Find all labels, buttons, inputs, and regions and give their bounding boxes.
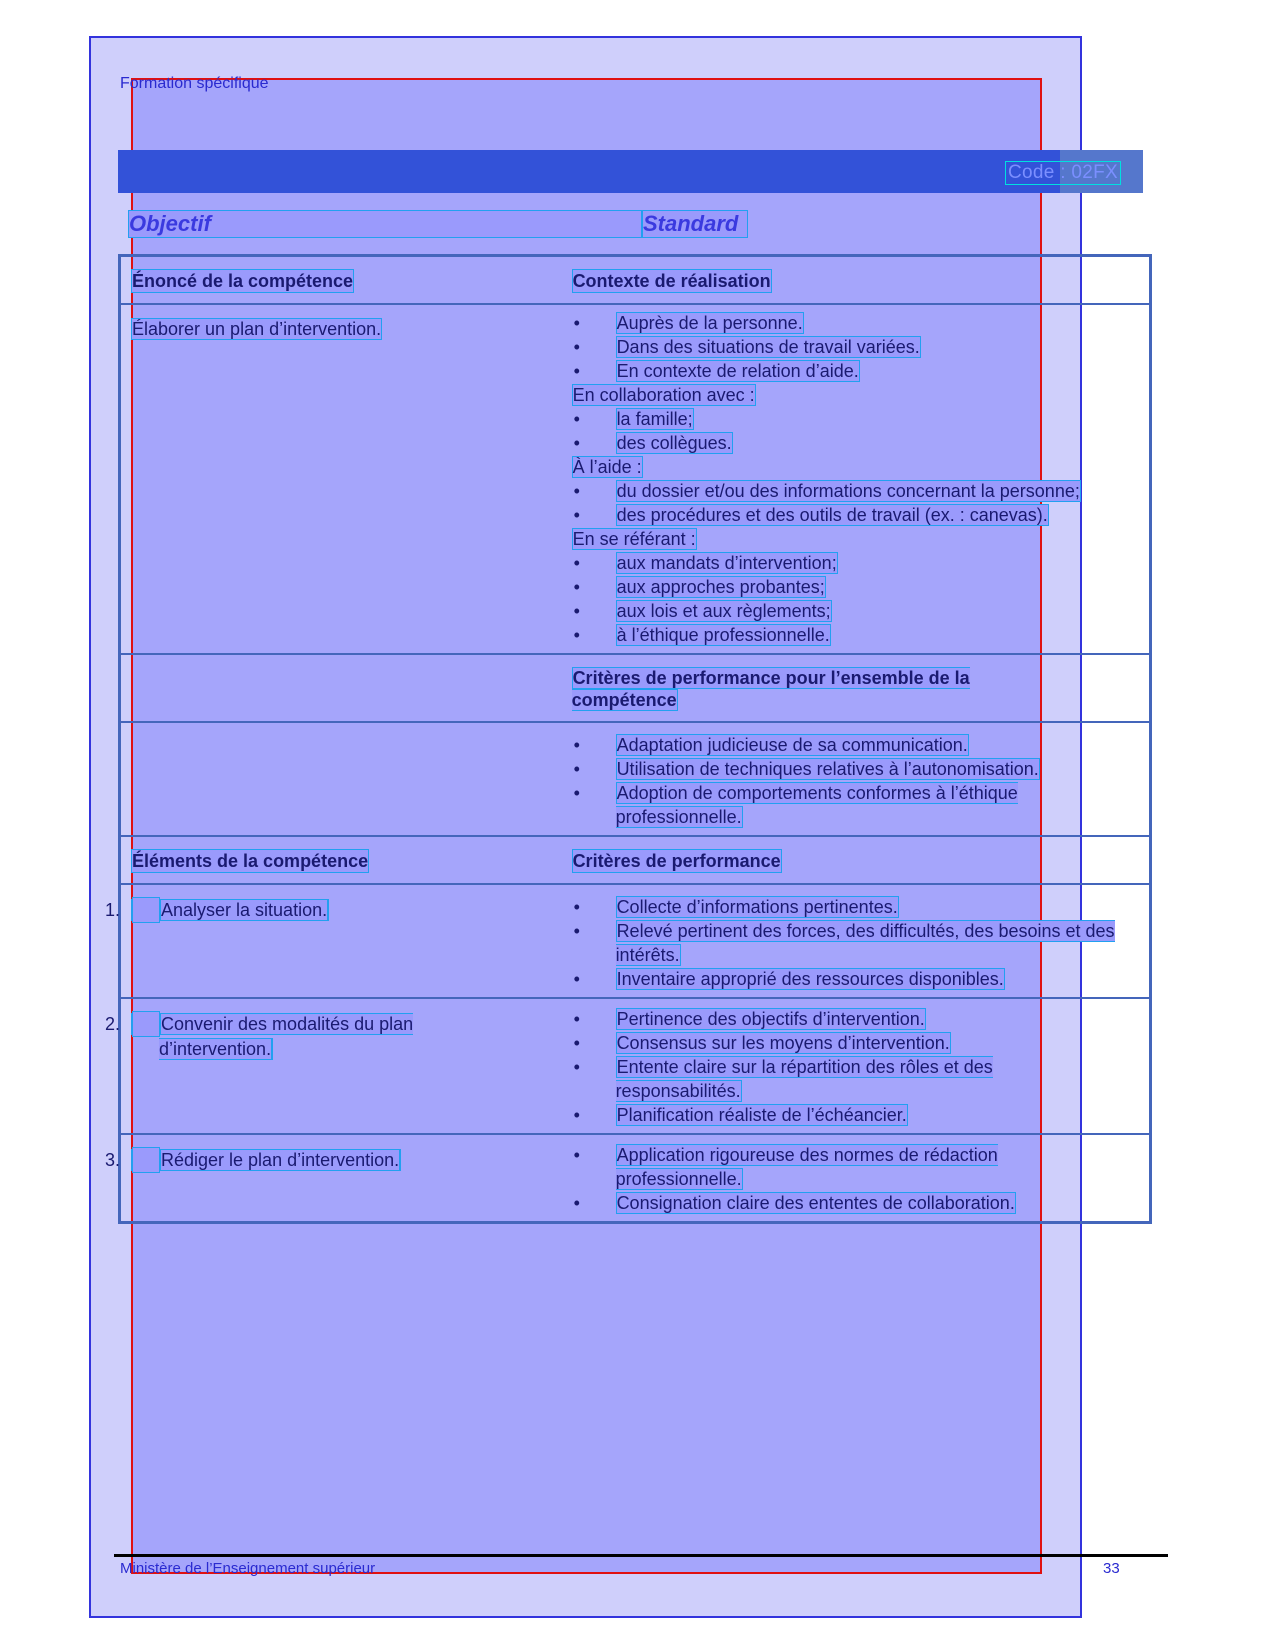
table-cell	[572, 998, 1151, 1134]
table-cell	[120, 836, 572, 884]
table-row	[120, 836, 1151, 884]
running-head: Formation spécifique	[120, 75, 269, 92]
element-label: 2. Convenir des modalités du plan d’intervention.	[131, 1013, 413, 1060]
contexte-list	[572, 305, 1149, 383]
criteres-list	[572, 1135, 1149, 1221]
table-cell	[572, 1134, 1151, 1223]
aide-intro: À l’aide :	[572, 457, 642, 477]
criteres-ensemble-list	[572, 723, 1149, 835]
page-number: 33	[1103, 1560, 1120, 1577]
elements-header: Éléments de la compétence	[132, 851, 369, 871]
table-row	[120, 1134, 1151, 1223]
table-cell	[572, 256, 1151, 305]
list-item: • Application rigoureuse des normes de rédaction professionnelle.	[572, 1143, 1079, 1191]
collab-intro: En collaboration avec :	[572, 385, 755, 405]
list-item: • Dans des situations de travail variées.	[572, 335, 1149, 359]
table-cell	[120, 722, 572, 836]
criteres-list	[572, 999, 1149, 1133]
table-row	[120, 304, 1151, 654]
title-band	[118, 150, 1143, 193]
list-item: • Collecte d’informations pertinentes.	[572, 895, 1129, 919]
list-item: • Planification réaliste de l’échéancier.	[572, 1103, 1079, 1127]
list-item: • du dossier et/ou des informations concernant la personne;	[572, 479, 1149, 503]
criteres-list	[572, 885, 1149, 997]
table-cell	[572, 722, 1151, 836]
table-cell	[572, 654, 1151, 722]
list-item: • Consensus sur les moyens d’intervention.	[572, 1031, 1079, 1055]
table-row	[120, 654, 1151, 722]
list-item: • des collègues.	[572, 431, 1149, 455]
list-item: • aux mandats d’intervention;	[572, 551, 1149, 575]
standard-heading: Standard	[642, 210, 748, 238]
column-headers	[128, 210, 1128, 238]
footer-ministry: Ministère de l’Enseignement supérieur	[120, 1560, 376, 1577]
collab-list	[572, 407, 1149, 455]
code-label: Code : 02FX	[1005, 161, 1121, 185]
table-cell	[572, 304, 1151, 654]
list-item: • à l’éthique professionnelle.	[572, 623, 1149, 647]
table-cell	[120, 256, 572, 305]
table-cell	[572, 884, 1151, 998]
table-cell	[105, 1134, 572, 1223]
table-cell	[120, 304, 572, 654]
list-item: • Adoption de comportements conformes à l’éthique professionnelle.	[572, 781, 1119, 829]
ref-intro: En se référant :	[572, 529, 696, 549]
contexte-header: Contexte de réalisation	[572, 271, 771, 291]
table-row	[120, 998, 1151, 1134]
table-row	[120, 884, 1151, 998]
element-label: 3. Rédiger le plan d’intervention.	[131, 1149, 401, 1171]
list-item: • En contexte de relation d’aide.	[572, 359, 1149, 383]
list-item: • des procédures et des outils de travail (ex. : canevas).	[572, 503, 1149, 527]
table-row	[120, 722, 1151, 836]
criteres-ensemble-header: Critères de performance pour l’ensemble de la compétence	[571, 668, 970, 710]
objectif-heading: Objectif	[128, 210, 642, 238]
list-item: • Adaptation judicieuse de sa communication.	[572, 733, 1119, 757]
list-item: • aux approches probantes;	[572, 575, 1149, 599]
list-item: • Consignation claire des ententes de collaboration.	[572, 1191, 1079, 1215]
list-item: • Relevé pertinent des forces, des difficultés, des besoins et des intérêts.	[572, 919, 1129, 967]
enonce-text: Élaborer un plan d’intervention.	[132, 319, 382, 339]
list-item: • la famille;	[572, 407, 1149, 431]
element-label: 1. Analyser la situation.	[131, 899, 329, 921]
list-item: • Inventaire approprié des ressources disponibles.	[572, 967, 1129, 991]
table-cell	[105, 884, 572, 998]
table-cell	[105, 998, 572, 1134]
list-item: • aux lois et aux règlements;	[572, 599, 1149, 623]
table-cell	[120, 654, 572, 722]
ref-list	[572, 551, 1149, 653]
list-item: • Auprès de la personne.	[572, 311, 1149, 335]
aide-list	[572, 479, 1149, 527]
list-item: • Pertinence des objectifs d’intervention.	[572, 1007, 1079, 1031]
criteres-header: Critères de performance	[572, 851, 781, 871]
competence-table	[105, 254, 1152, 1224]
table-row	[120, 256, 1151, 305]
list-item: • Entente claire sur la répartition des rôles et des responsabilités.	[572, 1055, 1079, 1103]
footer-rule	[114, 1554, 1168, 1557]
enonce-header: Énoncé de la compétence	[132, 271, 354, 291]
list-item: • Utilisation de techniques relatives à l’autonomisation.	[572, 757, 1119, 781]
table-cell	[572, 836, 1151, 884]
